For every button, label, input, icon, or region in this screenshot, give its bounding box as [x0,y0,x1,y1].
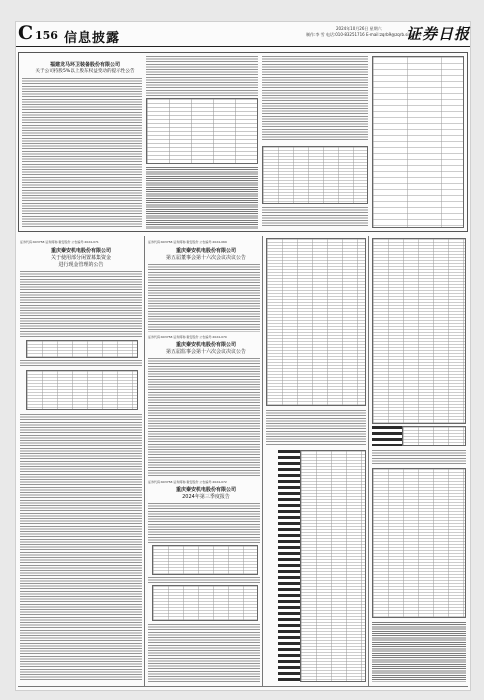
masthead-rule [16,46,470,47]
top-left-article-title-1: 福建龙马环卫装备股份有限公司 [40,62,130,68]
bottom-rule [18,686,468,687]
top-left-article-title-2: 关于公司持股5%以上股东权益变动的提示性公告 [26,69,144,75]
mid-center-2-code-line: 证券代码:603758 证券简称:秦安股份 公告编号:2024-070 [148,335,227,339]
right-center-notes [266,410,366,446]
bottom-center-body-2 [148,577,260,583]
mid-center-1-title-2: 第五届董事会第十六次会议决议公告 [154,255,258,261]
newspaper-logo: 证券日报 [406,25,471,43]
bottom-center-title-2: 2024年第三季度报告 [154,494,258,500]
mid-center-2-body [148,358,260,476]
top-far-right-table [372,56,464,228]
top-center-table [146,98,258,164]
column-divider-1 [144,236,145,686]
mid-left-code-line: 证券代码:603758 证券简称:秦安股份 公告编号:2024-071 [20,240,99,244]
top-left-article-body [22,78,142,228]
top-right-text [262,56,368,140]
page-number: 156 [35,29,58,42]
right-shaded-block-1 [372,426,402,446]
right-table-2 [402,426,466,446]
mid-left-title-2: 关于使用部分闲置募集资金 [26,255,136,261]
bottom-center-table-1 [152,545,258,575]
mid-left-title-3: 进行现金管理的公告 [26,262,136,268]
issue-date: 2024年10月26日 星期六 [336,26,382,31]
section-title: 信息披露 [64,31,121,46]
mid-left-table-1 [26,340,138,358]
mid-center-1-title-1: 重庆秦安机电股份有限公司 [154,248,258,254]
bottom-center-body-1 [148,503,260,543]
column-divider-3 [368,236,369,686]
mid-center-1-code-line: 证券代码:603758 证券简称:秦安股份 公告编号:2024-069 [148,240,227,244]
mid-left-body-1 [20,271,142,337]
right-notes-1 [372,450,466,464]
mid-left-title-1: 重庆秦安机电股份有限公司 [26,248,136,254]
bottom-center-body-3 [148,624,260,682]
mid-left-body-3 [20,414,142,682]
right-center-shaded-column [278,450,300,682]
right-center-table-2 [300,450,366,682]
mid-center-1-body [148,264,260,332]
top-right-table-1 [262,146,368,204]
right-table-1 [372,238,466,424]
right-center-table-1 [266,238,366,406]
bottom-center-title-1: 重庆秦安机电股份有限公司 [154,487,258,493]
masthead [16,22,470,48]
top-center-text [146,56,258,96]
mid-center-2-title-2: 第五届监事会第十六次会议决议公告 [154,349,258,355]
mid-left-body-2 [20,360,142,368]
bottom-center-code-line: 证券代码:603758 证券简称:秦安股份 公告编号:2024-072 [148,480,227,484]
bottom-center-table-2 [152,585,258,621]
editor-line: 制作:李 雪 电话:010-83251716 E-mail:zqrb9@zqrb.sina.net [306,32,422,37]
mid-left-table-2 [26,370,138,410]
column-divider-2 [262,236,263,686]
right-notes-2 [372,622,466,682]
newspaper-page [16,22,470,690]
mid-center-2-title-1: 重庆秦安机电股份有限公司 [154,342,258,348]
top-center-notes [146,167,258,229]
right-table-3 [372,468,466,618]
page-letter: C [18,22,34,44]
top-right-notes [262,207,368,227]
